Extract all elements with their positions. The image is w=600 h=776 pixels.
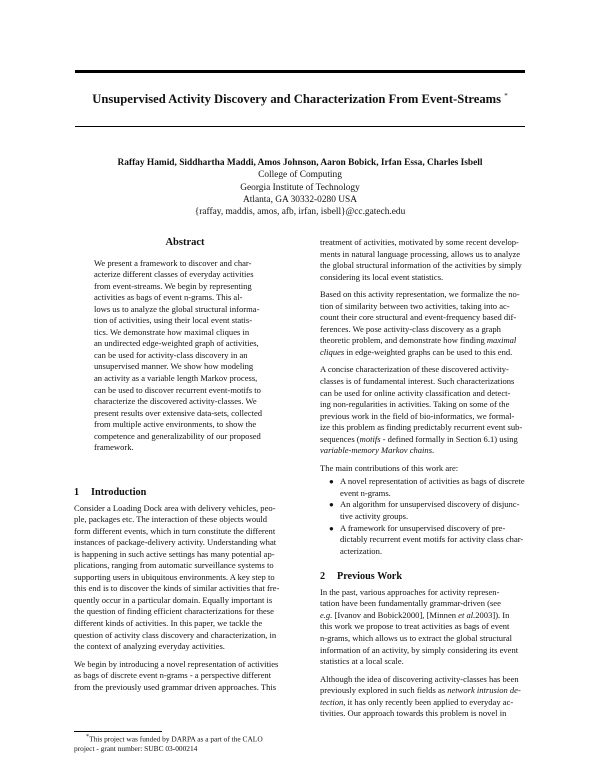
affiliation-line: Georgia Institute of Technology <box>240 182 360 193</box>
title-footnote-mark: * <box>504 92 508 100</box>
footnote-line: This project was funded by DARPA as a part of the CALO <box>89 734 263 744</box>
text-line: Based on this activity representation, we formalize the no- <box>320 289 520 300</box>
emphasis: e.g. <box>320 609 333 620</box>
abstract-line: an activity as a variable length Markov process, <box>94 373 258 384</box>
contribution-list <box>320 476 529 557</box>
footnote-line: project - grant number: SUBC 03-000214 <box>74 744 198 754</box>
section-title: Introduction <box>91 487 147 498</box>
section-title: Previous Work <box>337 571 402 583</box>
text-line: tivities. Our approach towards this problem is novel in <box>320 708 507 719</box>
text-line: ments in natural language processing, allows us to analyze <box>320 248 521 259</box>
text-line: considering its local event statistics. <box>320 271 444 282</box>
text-line: The main contributions of this work are: <box>320 462 459 473</box>
text-line: the global structural information of the activities by simply <box>320 260 522 271</box>
text-line: as bags of discrete event n-grams - a perspective different <box>74 670 272 681</box>
section-number: 2 <box>320 571 326 583</box>
text-line: ferences. We pose activity-class discovery as a graph <box>320 323 501 334</box>
list-item: ● A novel representation of activities as bags of discrete event n-grams. <box>329 476 525 498</box>
list-item: ● An algorithm for unsupervised discovery of disjunc- tive activity groups. <box>329 499 520 522</box>
abstract-line: framework. <box>94 442 134 453</box>
text-line: ple, packages etc. The interaction of these objects would <box>74 514 268 525</box>
paragraph <box>320 237 529 283</box>
emphasis: variable-memory Markov chains <box>320 445 433 456</box>
text-line: plications, ranging from automatic surveillance systems to <box>74 560 274 571</box>
text-line: Consider a Loading Dock area with delivery vehicles, peo- <box>74 502 276 513</box>
top-rule <box>75 70 525 73</box>
abstract-line: characterize the discovered activity-classes. We <box>94 396 257 407</box>
text-line: tection, it has only recently been applied to everyday ac- <box>320 696 514 707</box>
left-column <box>74 237 296 454</box>
abstract-line: acterize different classes of everyday activities <box>94 269 254 280</box>
text-line: statistics at a local scale. <box>320 656 404 667</box>
abstract-line: from event-streams. We begin by representing <box>94 280 252 291</box>
bullet-icon: ● <box>329 523 334 533</box>
text-line: count their core structural and event-frequency based dif- <box>320 312 517 323</box>
footnote <box>74 733 296 754</box>
text-line: A concise characterization of these discovered activity- <box>320 364 509 375</box>
emphasis: et al. <box>458 609 476 620</box>
text-line: the question of finding efficient characterizations for these <box>74 606 274 617</box>
text-line: can be used for online activity classification and detect- <box>320 387 511 398</box>
text-line: this end is to discover the kinds of similar activities that fre- <box>74 583 280 594</box>
text-line: sequences (motifs - defined formally in Section 6.1) using <box>320 433 518 444</box>
bullet-icon: ● <box>329 477 334 487</box>
footnote-mark: * <box>86 734 90 740</box>
intro-paragraph-2 <box>74 659 296 694</box>
abstract-heading: Abstract <box>165 237 205 248</box>
author-emails: {raffay, maddis, amos, afb, irfan, isbell}@cc.gatech.edu <box>194 207 406 218</box>
text-line: supporting users in ubiquitous environments. A key step to <box>74 571 275 582</box>
text-line: treatment of activities, motivated by some recent develop- <box>320 237 519 247</box>
text-line: is happening in such active settings has many potential ap- <box>74 548 275 559</box>
abstract-line: We present a framework to discover and char- <box>94 257 252 268</box>
abstract-line: present results over extensive data-sets, collected <box>94 407 263 418</box>
text-line: In the past, various approaches for activity represen- <box>320 586 500 597</box>
text-line: variable-memory Markov chains. <box>320 445 435 456</box>
abstract-line: tion of activities, using their local event statis- <box>94 315 253 326</box>
text-line: information of an activity, by simply considering its event <box>320 644 519 655</box>
text-line: We begin by introducing a novel representation of activities <box>74 658 279 669</box>
text-line: ize this problem as finding predictably recurrent event sub- <box>320 422 523 433</box>
section-number: 1 <box>74 487 80 498</box>
abstract-line: lows us to analyze the global structural informa- <box>94 303 260 314</box>
emphasis: cliques <box>320 346 345 357</box>
title-underline-rule <box>75 126 525 127</box>
paragraph <box>320 289 529 358</box>
text-line: the context of analyzing everyday activities. <box>74 641 225 652</box>
right-column <box>320 237 529 720</box>
text-line: from the previously used grammar driven approaches. This <box>74 681 277 692</box>
abstract-line: activities as bags of event n-grams. This al- <box>94 292 243 303</box>
emphasis: motifs <box>359 433 381 444</box>
text-line: quently occur in a particular domain. Equally important is <box>74 594 273 605</box>
intro-section <box>74 487 296 693</box>
section-heading-previous-work <box>320 571 529 583</box>
author-names: Raffay Hamid, Siddhartha Maddi, Amos Johnson, Aaron Bobick, Irfan Essa, Charles Isbell <box>117 158 483 168</box>
abstract-line: can be used to discover recurrent event-motifs to <box>94 384 261 395</box>
text-line: this work we propose to treat activities as bags of event <box>320 621 510 632</box>
section-heading-introduction <box>74 487 296 499</box>
text-line: form different events, which in turn constitute the different <box>74 525 276 536</box>
text-line: question of activity class discovery and characterization, in <box>74 629 277 640</box>
abstract-line: an undirected edge-weighted graph of activities, <box>94 338 259 349</box>
abstract-line: competence and generalizability of our proposed <box>94 430 261 441</box>
paragraph <box>320 587 529 668</box>
emphasis: network intrusion de- <box>447 685 521 696</box>
paragraph <box>320 674 529 720</box>
text-line: instances of package-delivery activity. Understanding what <box>74 537 277 548</box>
affiliation-line: College of Computing <box>258 170 342 181</box>
text-line: different kinds of activities. In this paper, we tackle the <box>74 618 263 629</box>
emphasis: maximal <box>486 335 517 346</box>
text-line: tion of similarity between two activities, taking into ac- <box>320 300 510 311</box>
abstract-line: from multiple active environments, to show the <box>94 419 257 430</box>
text-line: theoretic problem, and demonstrate how finding maximal <box>320 335 517 346</box>
footnote-rule <box>74 731 162 732</box>
text-line: tation have been fundamentally grammar-driven (see <box>320 598 501 609</box>
text-line: classes is of fundamental interest. Such characterizations <box>320 376 515 387</box>
abstract-line: tics. We demonstrate how maximal cliques in <box>94 326 250 337</box>
text-line: Although the idea of discovering activity-classes has been <box>320 673 519 684</box>
bullet-icon: ● <box>329 500 334 510</box>
intro-paragraph-1 <box>74 503 296 653</box>
abstract-line: can be used for activity-class discovery in an <box>94 349 248 360</box>
text-line: previous work in the field of bio-informatics, we formal- <box>320 410 515 421</box>
abstract-line: unsupervised manner. We show how modeling <box>94 361 254 372</box>
list-item: ● A framework for unsupervised discovery of pre- dictably recurrent event motifs for activity class char- acterization. <box>329 522 524 556</box>
text-line: ing non-regularities in activities. Taking on some of the <box>320 399 510 410</box>
paragraph <box>320 364 529 456</box>
emphasis: tection <box>320 696 344 707</box>
text-line: n-grams, which allows us to extract the global structural <box>320 632 513 643</box>
author-block <box>60 157 540 218</box>
text-line: cliques in edge-weighted graphs can be used to this end. <box>320 346 513 357</box>
paragraph <box>320 463 529 557</box>
abstract-body <box>74 258 296 454</box>
text-line: e.g. [Ivanov and Bobick2000], [Minnen et al.2003]). In <box>320 609 510 620</box>
text-line: previously explored in such fields as network intrusion de- <box>320 685 521 696</box>
paper-title: Unsupervised Activity Discovery and Characterization From Event-Streams * <box>92 92 508 107</box>
affiliation-line: Atlanta, GA 30332-0280 USA <box>242 194 358 205</box>
